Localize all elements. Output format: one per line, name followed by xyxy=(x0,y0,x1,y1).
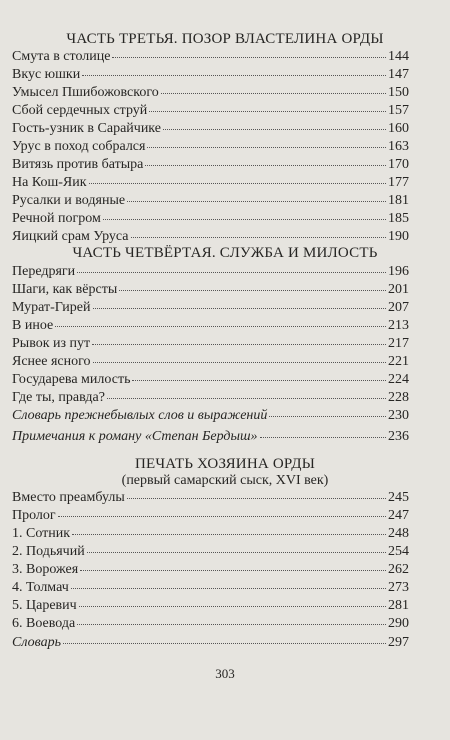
dot-leader xyxy=(147,147,386,148)
toc-entry xyxy=(12,66,409,84)
toc-entry-title: Словарь xyxy=(12,635,61,650)
toc-entry xyxy=(12,335,409,353)
dot-leader xyxy=(127,201,386,202)
section-subheading: (первый самарский сыск, XVI век) xyxy=(121,473,329,488)
dot-leader xyxy=(161,93,386,94)
dot-leader xyxy=(55,326,386,327)
toc-entry-page: 196 xyxy=(388,264,409,279)
toc-entry-title: 6. Воевода xyxy=(12,616,76,631)
toc-entry-page: 254 xyxy=(388,544,409,559)
toc-entry-title: Рывок из пут xyxy=(12,336,91,351)
toc-entry xyxy=(12,371,409,389)
toc-entry xyxy=(12,543,409,561)
toc-entry-title: 2. Подьячий xyxy=(12,544,85,559)
toc-entry-title: 5. Царевич xyxy=(12,598,77,613)
dot-leader xyxy=(269,416,386,417)
toc-entry xyxy=(12,489,409,507)
toc-entry xyxy=(12,353,409,371)
dot-leader xyxy=(127,498,386,499)
toc-entry-title: Государева милость xyxy=(12,372,131,387)
dot-leader xyxy=(58,516,386,517)
dot-leader xyxy=(77,272,386,273)
toc-entry-title: Примечания к роману «Степан Бердыш» xyxy=(12,429,258,444)
dot-leader xyxy=(92,344,386,345)
toc-entry-page: 236 xyxy=(388,429,409,444)
page-number: 303 xyxy=(215,666,235,681)
toc-entry xyxy=(12,525,409,543)
toc-entry xyxy=(12,138,409,156)
toc-entry-title: Сбой сердечных струй xyxy=(12,103,148,118)
toc-entry xyxy=(12,317,409,335)
dot-leader xyxy=(77,624,386,625)
toc-entry-page: 248 xyxy=(388,526,409,541)
toc-entry xyxy=(12,389,409,407)
toc-entry xyxy=(12,120,409,138)
dot-leader xyxy=(72,534,386,535)
toc-entry-page: 213 xyxy=(388,318,409,333)
dot-leader xyxy=(163,129,386,130)
toc-entry-title: Урус в поход собрался xyxy=(12,139,146,154)
toc-entry-title: Словарь прежнебывлых слов и выражений xyxy=(12,408,268,423)
toc-entry xyxy=(12,174,409,192)
toc-entry-title: На Кош-Яик xyxy=(12,175,87,190)
section-heading: ЧАСТЬ ТРЕТЬЯ. ПОЗОР ВЛАСТЕЛИНА ОРДЫ xyxy=(66,31,384,47)
dot-leader xyxy=(260,437,386,438)
toc-entry-title: Передряги xyxy=(12,264,76,279)
toc-entry-page: 217 xyxy=(388,336,409,351)
toc-entry xyxy=(12,615,409,633)
dot-leader xyxy=(112,57,386,58)
dot-leader xyxy=(149,111,386,112)
toc-entry xyxy=(12,597,409,615)
toc-entry xyxy=(12,634,409,652)
toc-entry-page: 297 xyxy=(388,635,409,650)
toc-entry-page: 144 xyxy=(388,49,409,64)
toc-entry-page: 181 xyxy=(388,193,409,208)
toc-entry xyxy=(12,407,409,425)
dot-leader xyxy=(132,380,386,381)
toc-entry xyxy=(12,263,409,281)
toc-entry-page: 185 xyxy=(388,211,409,226)
toc-entry-page: 247 xyxy=(388,508,409,523)
toc-entry-title: Где ты, правда? xyxy=(12,390,105,405)
toc-entry-page: 281 xyxy=(388,598,409,613)
toc-entry xyxy=(12,561,409,579)
toc-entry-title: Шаги, как вёрсты xyxy=(12,282,118,297)
toc-entry-title: Умысел Пшибожовского xyxy=(12,85,159,100)
toc-entry-page: 190 xyxy=(388,229,409,244)
toc-entry-page: 228 xyxy=(388,390,409,405)
toc-entry xyxy=(12,156,409,174)
toc-entry xyxy=(12,579,409,597)
toc-entry-page: 157 xyxy=(388,103,409,118)
toc-entry-title: Гость-узник в Сарайчике xyxy=(12,121,161,136)
dot-leader xyxy=(145,165,386,166)
dot-leader xyxy=(131,237,387,238)
dot-leader xyxy=(107,398,386,399)
toc-entry-title: 1. Сотник xyxy=(12,526,71,541)
toc-entry-page: 207 xyxy=(388,300,409,315)
toc-entry-page: 150 xyxy=(388,85,409,100)
dot-leader xyxy=(119,290,386,291)
toc-entry xyxy=(12,210,409,228)
dot-leader xyxy=(63,643,386,644)
toc-entry xyxy=(12,507,409,525)
dot-leader xyxy=(79,606,386,607)
toc-entry-page: 163 xyxy=(388,139,409,154)
toc-entry xyxy=(12,228,409,246)
dot-leader xyxy=(80,570,386,571)
toc-entry-title: Вкус юшки xyxy=(12,67,81,82)
toc-entry-page: 160 xyxy=(388,121,409,136)
toc-entry-page: 273 xyxy=(388,580,409,595)
toc-entry-page: 147 xyxy=(388,67,409,82)
toc-entry-title: Яснее ясного xyxy=(12,354,91,369)
toc-entry-page: 224 xyxy=(388,372,409,387)
dot-leader xyxy=(82,75,386,76)
toc-entry-title: Пролог xyxy=(12,508,56,523)
toc-entry xyxy=(12,84,409,102)
dot-leader xyxy=(71,588,386,589)
toc-entry-title: 3. Ворожея xyxy=(12,562,79,577)
toc-entry-title: Речной погром xyxy=(12,211,101,226)
section-heading: ЧАСТЬ ЧЕТВЁРТАЯ. СЛУЖБА И МИЛОСТЬ xyxy=(72,245,378,261)
toc-entry-page: 221 xyxy=(388,354,409,369)
toc-entry-page: 201 xyxy=(388,282,409,297)
toc-entry-page: 170 xyxy=(388,157,409,172)
toc-entry xyxy=(12,102,409,120)
toc-entry xyxy=(12,281,409,299)
toc-entry xyxy=(12,299,409,317)
toc-entry-page: 262 xyxy=(388,562,409,577)
toc-entry-title: 4. Толмач xyxy=(12,580,69,595)
toc-entry-title: В иное xyxy=(12,318,54,333)
dot-leader xyxy=(93,362,386,363)
toc-entry-title: Витязь против батыра xyxy=(12,157,144,172)
toc-entry-title: Смута в столице xyxy=(12,49,111,64)
section-heading: ПЕЧАТЬ ХОЗЯИНА ОРДЫ xyxy=(134,456,316,472)
toc-entry-title: Яицкий срам Уруса xyxy=(12,229,129,244)
toc-entry xyxy=(12,428,409,446)
toc-entry-page: 177 xyxy=(388,175,409,190)
toc-entry xyxy=(12,192,409,210)
toc-entry-page: 230 xyxy=(388,408,409,423)
dot-leader xyxy=(103,219,386,220)
toc-entry-page: 245 xyxy=(388,490,409,505)
dot-leader xyxy=(89,183,386,184)
toc-entry-title: Мурат-Гирей xyxy=(12,300,91,315)
dot-leader xyxy=(87,552,386,553)
toc-entry-title: Вместо преамбулы xyxy=(12,490,125,505)
dot-leader xyxy=(93,308,387,309)
toc-entry xyxy=(12,48,409,66)
toc-entry-page: 290 xyxy=(388,616,409,631)
toc-entry-title: Русалки и водяные xyxy=(12,193,126,208)
